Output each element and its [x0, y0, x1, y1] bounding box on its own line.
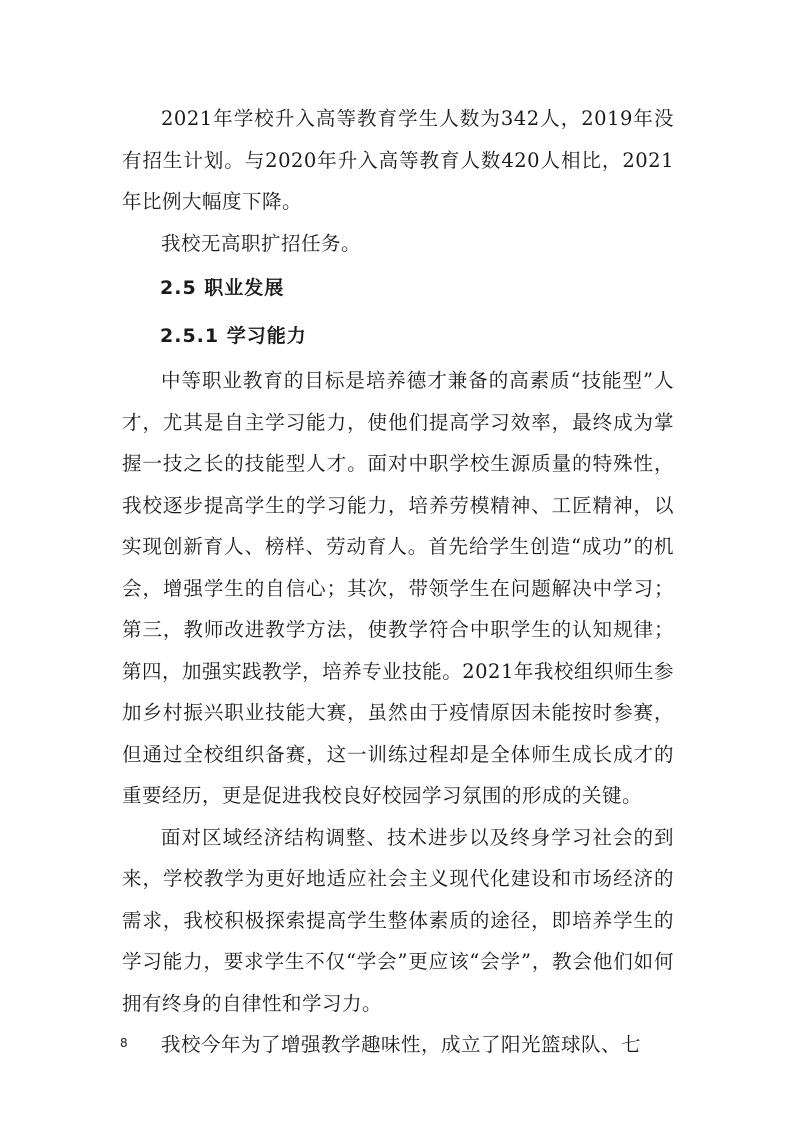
section-heading: 2.5 职业发展 — [160, 277, 285, 299]
paragraph-no-expansion: 我校无高职扩招任务。 — [161, 231, 362, 255]
paragraph-learning-ability: 中等职业教育的目标是培养德才兼备的高素质“技能型”人才，尤其是自主学习能力，使他们提高学习效率，最终成为掌握一技之长的技能型人才。面对中职学校生源质量的特殊性，我校逐步提高学生的学习能力，培养劳模精神、工匠精神，以实现创新育人、榜样、劳动育人。首先给学生创造“成功”的机会，增强学生的自信心；其次，带领学生在问题解决中学习；第三，教师改进教学方法，使教学符合中职学生的认知规律；第四，加强实践教学，培养专业技能。2021年我校组织师生参加乡村振兴职业技能大赛，虽然由于疫情原因未能按时参赛，但通过全校组织备赛，这一训练过程却是全体师生成长成才的重要经历，更是促进我校良好校园学习氛围的形成的关键。 — [122, 369, 674, 807]
paragraph-interest-teams: 我校今年为了增强教学趣味性，成立了阳光篮球队、七 — [161, 1033, 642, 1056]
paragraph-lifelong-learning: 面对区域经济结构调整、技术进步以及终身学习社会的到来，学校教学为更好地适应社会主义现代化建设和市场经济的需求，我校积极探索提高学生整体素质的途径，即培养学生的学习能力，要求学生不仅“学会”更应该“会学”，教会他们如何拥有终身的自律性和学习力。 — [122, 825, 674, 1015]
subsection-heading: 2.5.1 学习能力 — [160, 325, 307, 347]
paragraph-enrollment: 2021年学校升入高等教育学生人数为342人，2019年没有招生计划。与2020年升入高等教育人数420人相比，2021年比例大幅度下降。 — [122, 107, 674, 213]
page-number: 8 — [120, 1036, 128, 1050]
document-body — [122, 98, 674, 1066]
